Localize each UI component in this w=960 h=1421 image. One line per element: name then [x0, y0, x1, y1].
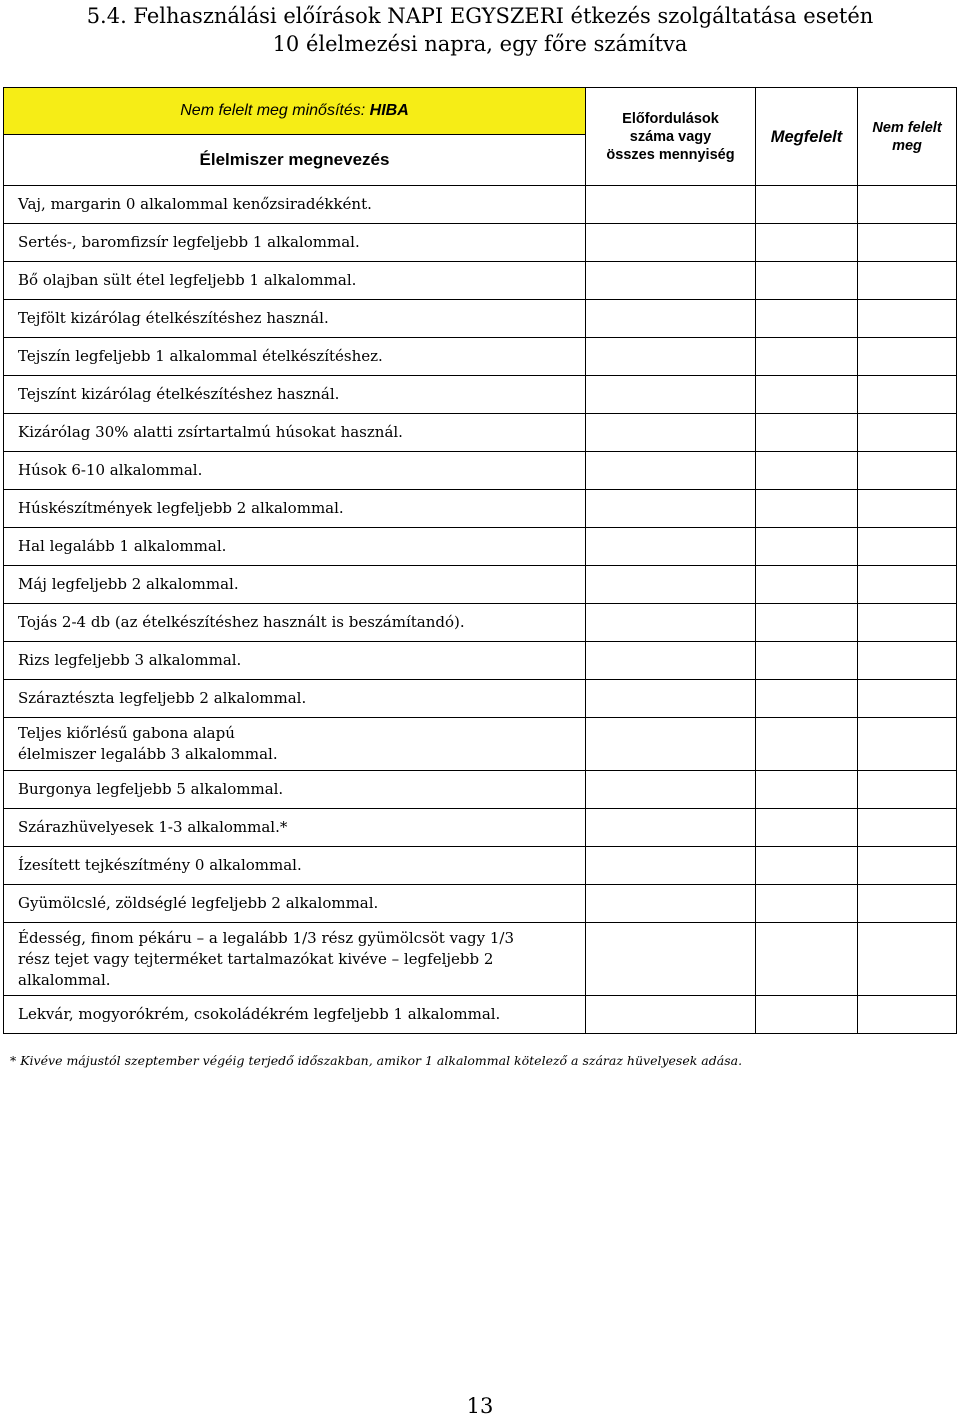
- table-row: [4, 566, 957, 604]
- food-item-label: Száraztészta legfeljebb 2 alkalommal.: [4, 680, 586, 718]
- table-row: [4, 885, 957, 923]
- occurrence-cell[interactable]: [586, 718, 756, 771]
- ok-cell[interactable]: [756, 300, 858, 338]
- table-row: [4, 923, 957, 996]
- food-item-label: Hal legalább 1 alkalommal.: [4, 528, 586, 566]
- requirements-table: [3, 87, 957, 1034]
- title-line-1: 5.4. Felhasználási előírások NAPI EGYSZERI étkezés szolgáltatása esetén: [86, 4, 874, 28]
- fail-cell[interactable]: [858, 300, 957, 338]
- occurrence-header: Előfordulások száma vagy összes mennyiség: [586, 88, 756, 186]
- occurrence-cell[interactable]: [586, 923, 756, 996]
- fail-cell[interactable]: [858, 604, 957, 642]
- food-item-label: Tejszínt kizárólag ételkészítéshez használ.: [4, 376, 586, 414]
- table-row: [4, 996, 957, 1034]
- table-row: [4, 300, 957, 338]
- fail-cell[interactable]: [858, 376, 957, 414]
- name-header: Élelmiszer megnevezés: [4, 135, 586, 186]
- occurrence-cell[interactable]: [586, 338, 756, 376]
- food-item-label: Máj legfeljebb 2 alkalommal.: [4, 566, 586, 604]
- occurrence-cell[interactable]: [586, 186, 756, 224]
- fail-cell[interactable]: [858, 338, 957, 376]
- food-item-label: Szárazhüvelyesek 1-3 alkalommal.*: [4, 809, 586, 847]
- food-item-label: Kizárólag 30% alatti zsírtartalmú húsokat használ.: [4, 414, 586, 452]
- table-row: [4, 771, 957, 809]
- ok-cell[interactable]: [756, 885, 858, 923]
- ok-cell[interactable]: [756, 338, 858, 376]
- fail-cell[interactable]: [858, 809, 957, 847]
- table-row: [4, 642, 957, 680]
- ok-cell[interactable]: [756, 642, 858, 680]
- fail-cell[interactable]: [858, 414, 957, 452]
- occurrence-cell[interactable]: [586, 262, 756, 300]
- food-item-label: Sertés-, baromfizsír legfeljebb 1 alkalommal.: [4, 224, 586, 262]
- occurrence-cell[interactable]: [586, 847, 756, 885]
- table-row: [4, 338, 957, 376]
- food-item-label: Vaj, margarin 0 alkalommal kenőzsiradékként.: [4, 186, 586, 224]
- food-item-label: Burgonya legfeljebb 5 alkalommal.: [4, 771, 586, 809]
- fail-cell[interactable]: [858, 718, 957, 771]
- food-item-label: Teljes kiőrlésű gabona alapú élelmiszer legalább 3 alkalommal.: [4, 718, 586, 771]
- table-row: [4, 528, 957, 566]
- occurrence-cell[interactable]: [586, 452, 756, 490]
- occurrence-cell[interactable]: [586, 376, 756, 414]
- rating-header: [4, 88, 586, 135]
- table-row: [4, 490, 957, 528]
- table-row: [4, 718, 957, 771]
- occurrence-cell[interactable]: [586, 771, 756, 809]
- food-item-label: Húskészítmények legfeljebb 2 alkalommal.: [4, 490, 586, 528]
- fail-cell[interactable]: [858, 885, 957, 923]
- ok-cell[interactable]: [756, 262, 858, 300]
- food-item-label: Gyümölcslé, zöldséglé legfeljebb 2 alkalommal.: [4, 885, 586, 923]
- ok-cell[interactable]: [756, 566, 858, 604]
- occurrence-cell[interactable]: [586, 490, 756, 528]
- ok-cell[interactable]: [756, 604, 858, 642]
- table-row: [4, 414, 957, 452]
- occurrence-cell[interactable]: [586, 300, 756, 338]
- page-title: [0, 2, 960, 58]
- ok-cell[interactable]: [756, 452, 858, 490]
- ok-cell[interactable]: [756, 996, 858, 1034]
- fail-cell[interactable]: [858, 224, 957, 262]
- occurrence-cell[interactable]: [586, 642, 756, 680]
- title-line-2: 10 élelmezési napra, egy főre számítva: [272, 32, 688, 56]
- page-number: 13: [466, 1394, 494, 1418]
- ok-cell[interactable]: [756, 718, 858, 771]
- table-row: [4, 847, 957, 885]
- ok-cell[interactable]: [756, 186, 858, 224]
- food-item-label: Ízesített tejkészítmény 0 alkalommal.: [4, 847, 586, 885]
- occurrence-cell[interactable]: [586, 528, 756, 566]
- fail-cell[interactable]: [858, 566, 957, 604]
- fail-cell[interactable]: [858, 186, 957, 224]
- fail-cell[interactable]: [858, 262, 957, 300]
- fail-cell[interactable]: [858, 642, 957, 680]
- table-row: [4, 680, 957, 718]
- food-item-label: Tejfölt kizárólag ételkészítéshez használ.: [4, 300, 586, 338]
- food-item-label: Édesség, finom pékáru – a legalább 1/3 rész gyümölcsöt vagy 1/3 rész tejet vagy tejterméket tartalmazókat kivéve – legfeljebb 2 alkalommal.: [4, 923, 586, 996]
- table-row: [4, 376, 957, 414]
- occurrence-cell[interactable]: [586, 224, 756, 262]
- table-row: [4, 604, 957, 642]
- food-item-label: Rizs legfeljebb 3 alkalommal.: [4, 642, 586, 680]
- fail-cell[interactable]: [858, 490, 957, 528]
- occurrence-cell[interactable]: [586, 414, 756, 452]
- food-item-label: Tejszín legfeljebb 1 alkalommal ételkészítéshez.: [4, 338, 586, 376]
- table-row: [4, 186, 957, 224]
- rating-value: HIBA: [369, 102, 409, 119]
- occurrence-cell[interactable]: [586, 809, 756, 847]
- ok-cell[interactable]: [756, 490, 858, 528]
- occurrence-cell[interactable]: [586, 680, 756, 718]
- ok-cell[interactable]: [756, 923, 858, 996]
- table-row: [4, 452, 957, 490]
- occurrence-cell[interactable]: [586, 885, 756, 923]
- ok-cell[interactable]: [756, 528, 858, 566]
- ok-cell[interactable]: [756, 414, 858, 452]
- ok-cell[interactable]: [756, 376, 858, 414]
- fail-cell[interactable]: [858, 452, 957, 490]
- table-row: [4, 262, 957, 300]
- ok-cell[interactable]: [756, 680, 858, 718]
- ok-cell[interactable]: [756, 809, 858, 847]
- fail-cell[interactable]: [858, 680, 957, 718]
- footnote: * Kivéve májustól szeptember végéig terjedő időszakban, amikor 1 alkalommal kötelező a száraz hüvelyesek adása.: [10, 1053, 743, 1068]
- fail-cell[interactable]: [858, 528, 957, 566]
- ok-header: Megfelelt: [756, 88, 858, 186]
- fail-cell[interactable]: [858, 923, 957, 996]
- food-item-label: Húsok 6-10 alkalommal.: [4, 452, 586, 490]
- ok-cell[interactable]: [756, 224, 858, 262]
- ok-cell[interactable]: [756, 847, 858, 885]
- occurrence-cell[interactable]: [586, 566, 756, 604]
- table-row: [4, 224, 957, 262]
- food-item-label: Tojás 2-4 db (az ételkészítéshez használt is beszámítandó).: [4, 604, 586, 642]
- rating-prefix: Nem felelt meg minősítés:: [180, 102, 370, 119]
- table-row: [4, 809, 957, 847]
- occurrence-cell[interactable]: [586, 604, 756, 642]
- ok-cell[interactable]: [756, 771, 858, 809]
- food-item-label: Bő olajban sült étel legfeljebb 1 alkalommal.: [4, 262, 586, 300]
- food-item-label: Lekvár, mogyorókrém, csokoládékrém legfeljebb 1 alkalommal.: [4, 996, 586, 1034]
- fail-cell[interactable]: [858, 847, 957, 885]
- fail-header: Nem felelt meg: [858, 88, 957, 186]
- occurrence-cell[interactable]: [586, 996, 756, 1034]
- fail-cell[interactable]: [858, 771, 957, 809]
- fail-cell[interactable]: [858, 996, 957, 1034]
